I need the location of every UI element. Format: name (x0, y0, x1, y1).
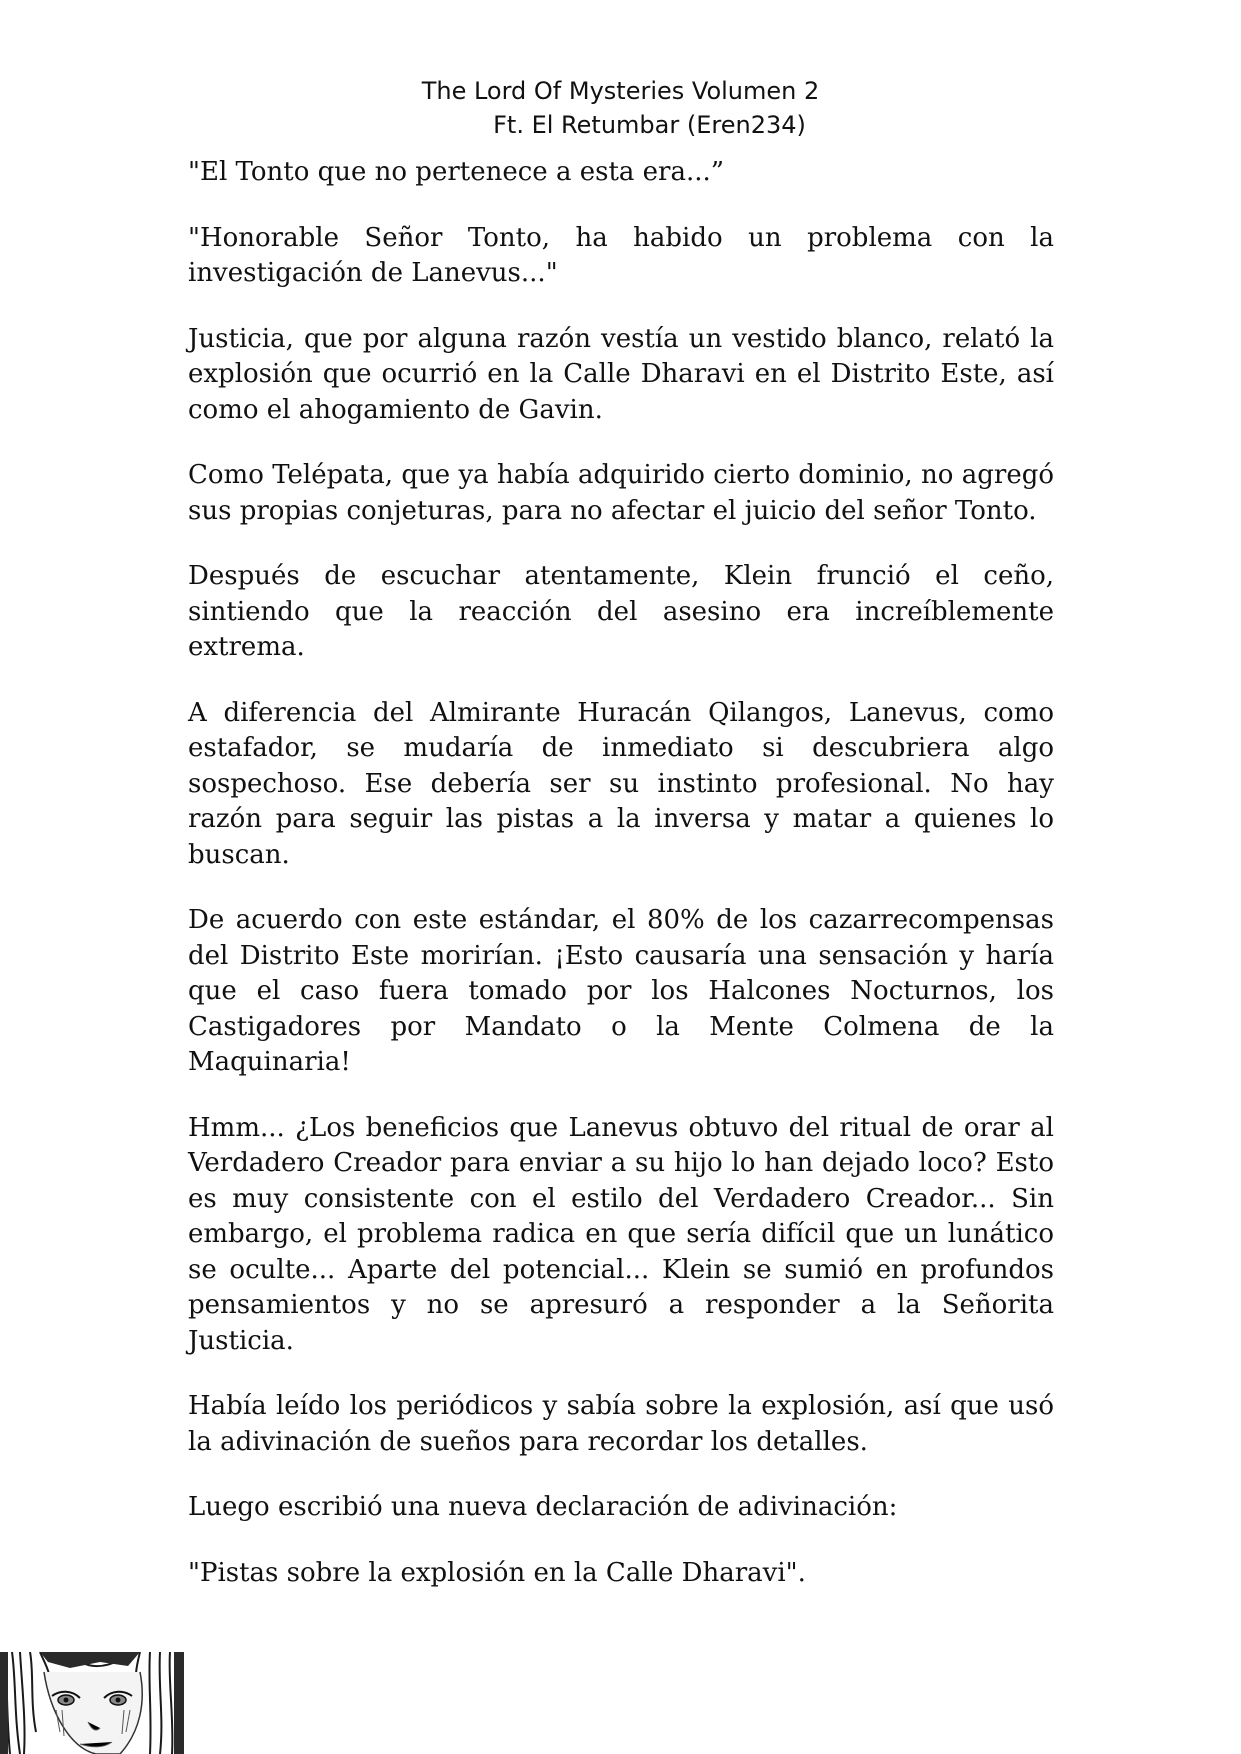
paragraph: Hmm... ¿Los beneficios que Lanevus obtuvo del ritual de orar al Verdadero Creador para enviar a su hijo lo han dejado loco? Esto es muy consistente con el estilo del Verdadero Creador... Sin embargo, el problema radica en que sería difícil que un lunático se oculte... Aparte del potencial... Klein se sumió en profundos pensamientos y no se apresuró a responder a la Señorita Justicia. (188, 1112, 1054, 1356)
paragraph: Justicia, que por alguna razón vestía un vestido blanco, relató la explosión que ocurrió en la Calle Dharavi en el Distrito Este, así como el ahogamiento de Gavin. (188, 323, 1054, 425)
book-title: The Lord Of Mysteries Volumen 2 (421, 77, 820, 105)
paragraph: "El Tonto que no pertenece a esta era...” (188, 157, 725, 187)
chapter-text (188, 155, 1054, 1621)
paragraph: De acuerdo con este estándar, el 80% de los cazarrecompensas del Distrito Este morirían. ¡Esto causaría una sensación y haría que el caso fuera tomado por los Halcones Nocturnos, los Castigadores por Mandato o la Mente Colmena de la Maquinaria! (188, 905, 1054, 1077)
paragraph: Había leído los periódicos y sabía sobre la explosión, así que usó la adivinación de sueños para recordar los detalles. (188, 1391, 1054, 1457)
paragraph: Después de escuchar atentamente, Klein frunció el ceño, sintiendo que la reacción del asesino era increíblemente extrema. (188, 561, 1054, 662)
paragraph: Como Telépata, que ya había adquirido cierto dominio, no agregó sus propias conjeturas, para no afectar el juicio del señor Tonto. (188, 460, 1054, 526)
page-header (0, 74, 1241, 142)
paragraph: "Honorable Señor Tonto, ha habido un problema con la investigación de Lanevus..." (188, 222, 1054, 288)
paragraph: Luego escribió una nueva declaración de adivinación: (188, 1492, 898, 1522)
paragraph: "Pistas sobre la explosión en la Calle Dharavi". (188, 1557, 806, 1588)
paragraph: A diferencia del Almirante Huracán Qilangos, Lanevus, como estafador, se mudaría de inmediato si descubriera algo sospechoso. Ese debería ser su instinto profesional. No hay razón para seguir las pistas a la inversa y matar a quienes lo buscan. (188, 697, 1054, 870)
book-subtitle: Ft. El Retumbar (Eren234) (493, 111, 806, 139)
manga-character-portrait-icon (0, 1652, 184, 1754)
